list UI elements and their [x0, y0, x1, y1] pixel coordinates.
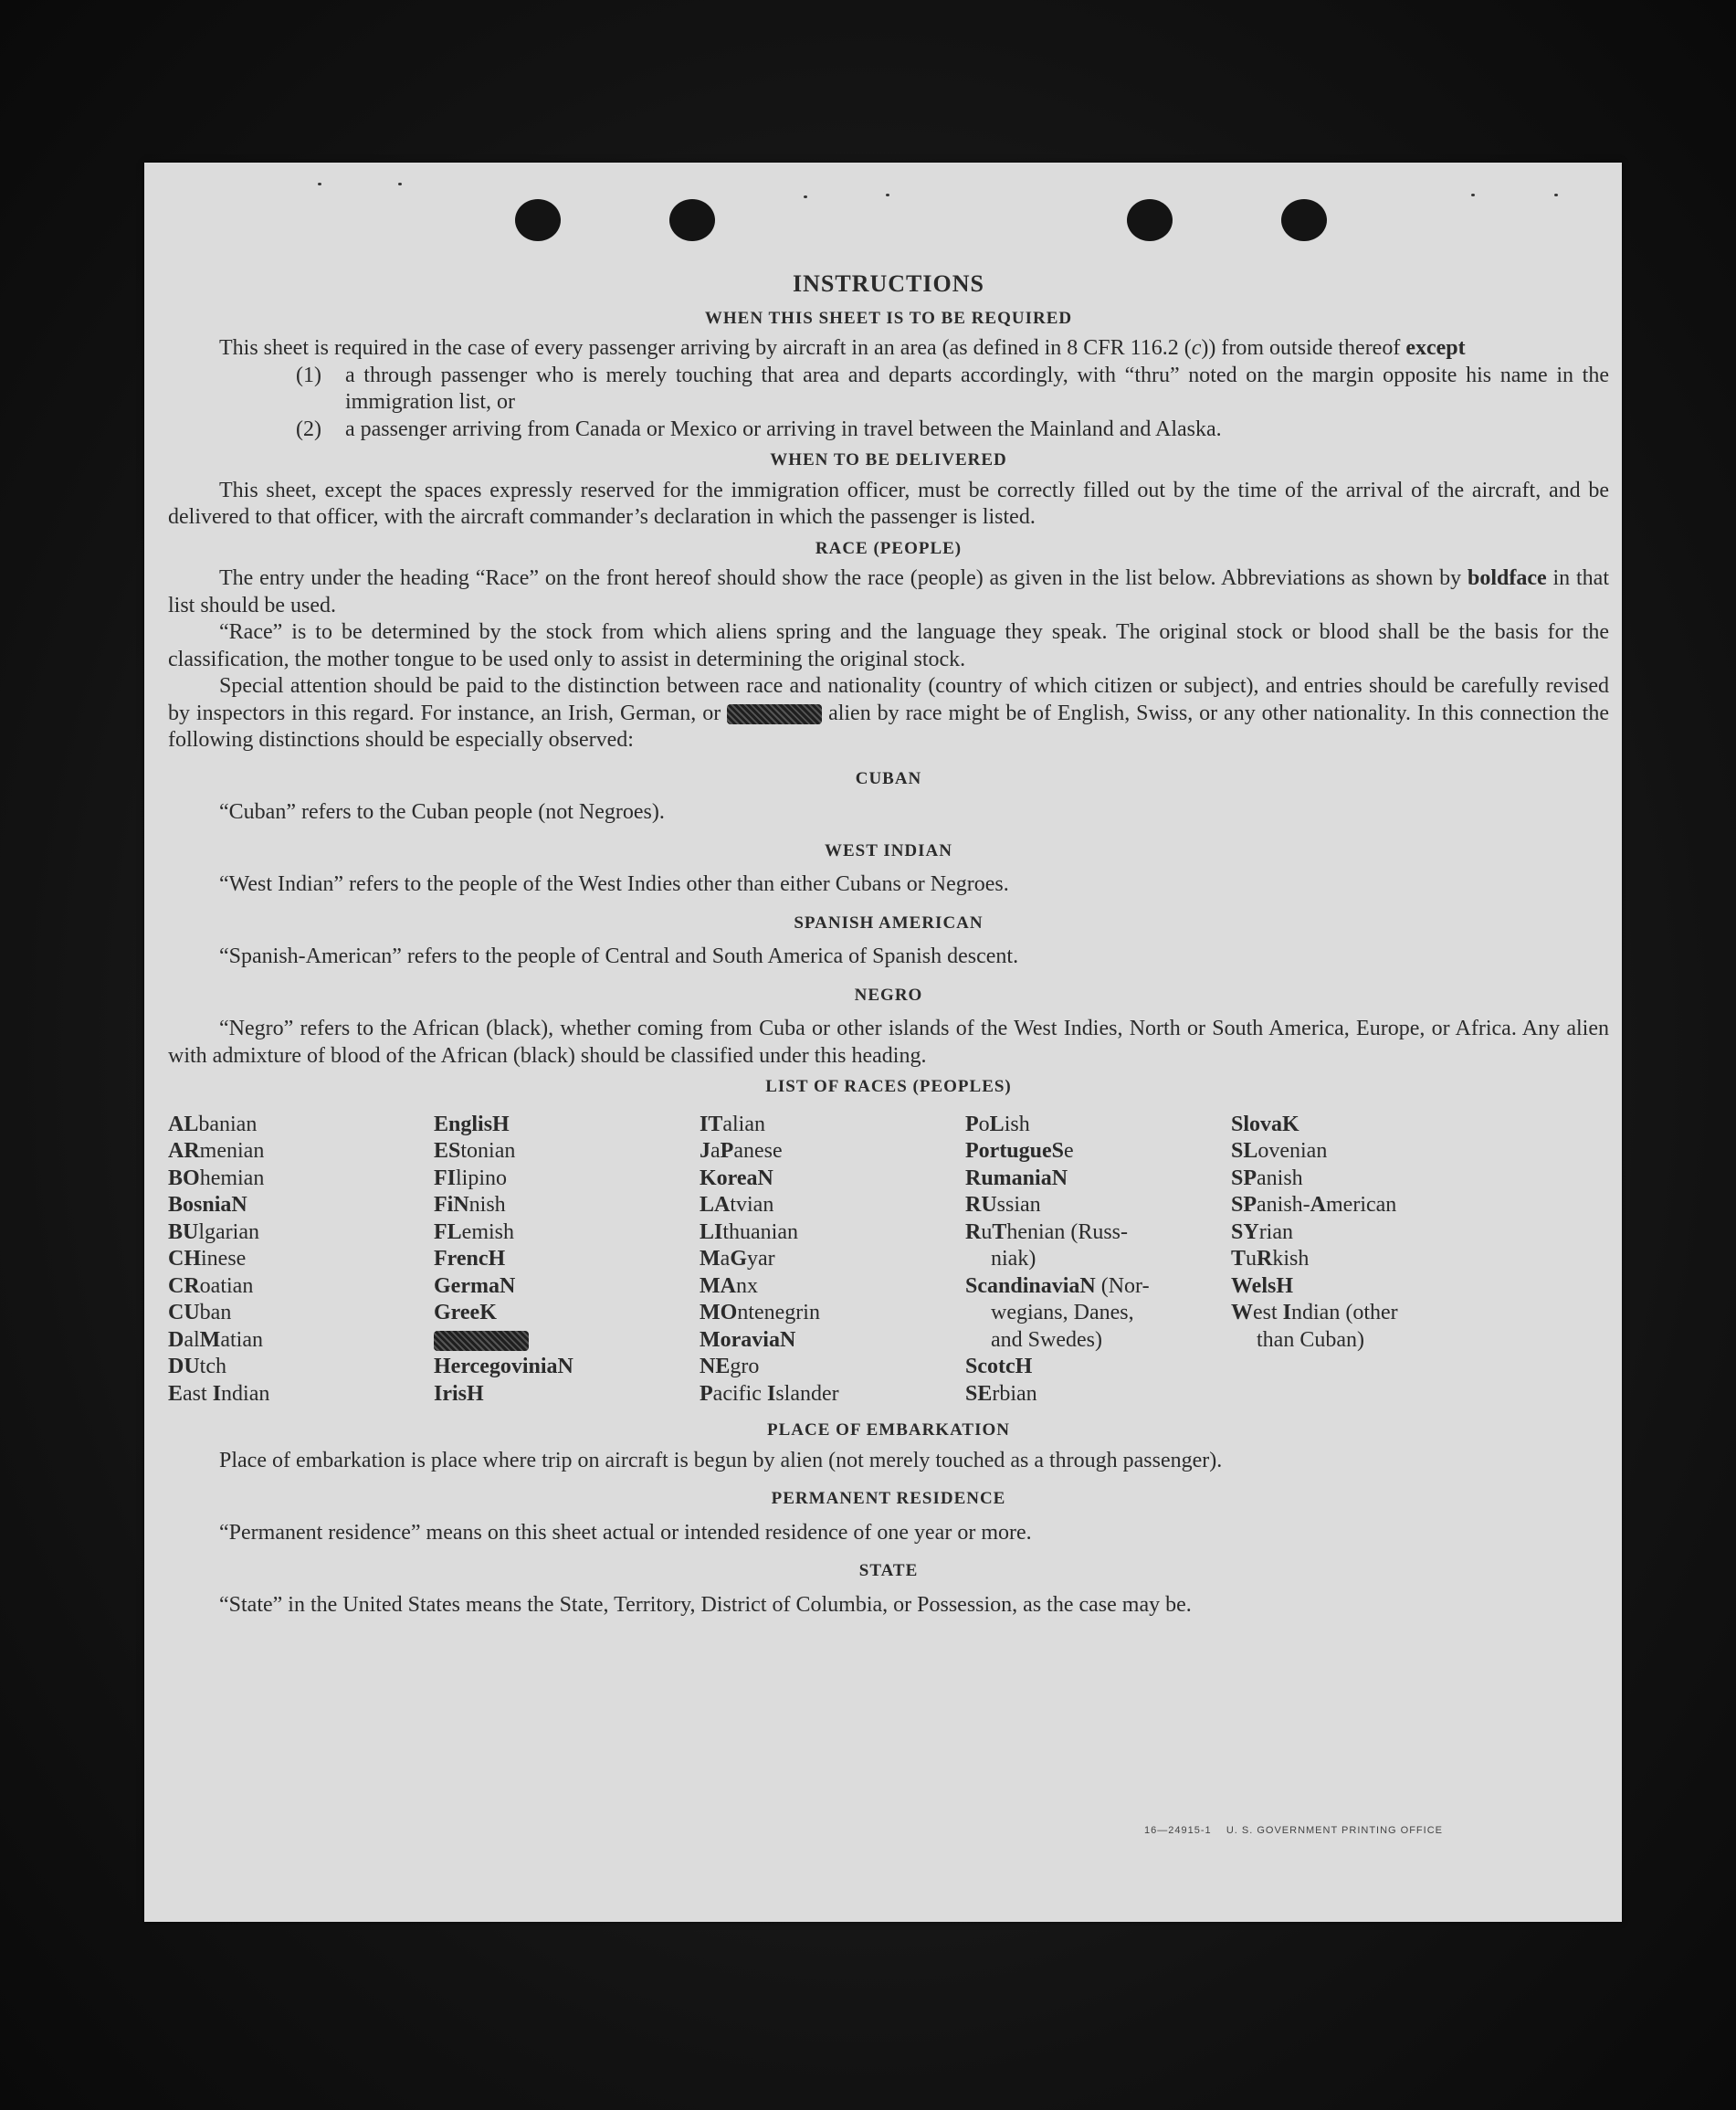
race-entry: DUtch	[168, 1355, 226, 1378]
race-entry: ALbanian	[168, 1112, 258, 1136]
page-title: INSTRUCTIONS	[793, 270, 984, 297]
race-entry: CUban	[168, 1301, 232, 1324]
document-sheet	[144, 163, 1622, 1922]
section-heading-embarkation: PLACE OF EMBARKATION	[767, 1420, 1010, 1440]
race-paragraph-2: “Race” is to be determined by the stock from which aliens spring and the language they speak. The original stock or blood shall be the basis for the classification, the mother tongue to be used only to assist in determining the original stock.	[168, 620, 1609, 671]
punch-hole-4	[1281, 199, 1327, 241]
section-heading-cuban: CUBAN	[855, 768, 922, 788]
race-entry: ARmenian	[168, 1139, 265, 1163]
embarkation-text: Place of embarkation is place where trip on aircraft is begun by alien (not merely touched as a through passenger).	[219, 1448, 1223, 1472]
delivered-text: This sheet, except the spaces expressly reserved for the immigration officer, must be correctly filled out by the time of the arrival of the aircraft, and be delivered to that officer, with the aircraft commander’s declaration in which the passenger is listed.	[168, 478, 1609, 529]
race-entry: BosniaN	[168, 1193, 247, 1217]
section-heading-required: WHEN THIS SHEET IS TO BE REQUIRED	[704, 308, 1073, 328]
race-entry: RuThenian (Russ-	[965, 1219, 1129, 1244]
race-entry: SlovaK	[1231, 1112, 1299, 1136]
instructions-content	[168, 270, 1609, 1619]
section-heading-west-indian: WEST INDIAN	[825, 840, 952, 860]
exception-item-2: (2) a passenger arriving from Canada or Mexico or arriving in travel between the Mainland and Alaska.	[296, 417, 1222, 441]
race-entry: EnglisH	[434, 1112, 510, 1136]
race-entry: BOhemian	[168, 1166, 265, 1190]
races-column-3	[700, 1112, 965, 1408]
section-heading-residence: PERMANENT RESIDENCE	[771, 1489, 1006, 1508]
race-entry: KoreaN	[700, 1166, 773, 1190]
race-entry: PoLish	[965, 1112, 1030, 1136]
race-entry: FLemish	[434, 1219, 514, 1244]
races-column-4	[965, 1112, 1231, 1408]
form-number: 16—24915-1 U. S. GOVERNMENT PRINTING OFFICE	[1144, 1825, 1443, 1836]
redaction-mark	[434, 1331, 529, 1351]
race-entry: and Swedes)	[991, 1327, 1102, 1352]
race-entry: JaPanese	[700, 1139, 783, 1163]
spanish-american-text: “Spanish-American” refers to the people of Central and South America of Spanish descent.	[219, 944, 1019, 968]
race-entry: FiNnish	[434, 1193, 506, 1217]
section-heading-state: STATE	[858, 1561, 919, 1580]
race-entry: IrisH	[434, 1381, 484, 1406]
race-paragraph-3: Special attention should be paid to the distinction between race and nationality (country of which citizen or subject), and entries should be carefully revised by inspectors in this regard. For instance, an Irish, German, or alien by race might be of English, Swiss, or any other nationality. In this connection the following distinctions should be especially observed:	[168, 674, 1609, 752]
section-heading-race: RACE (PEOPLE)	[815, 538, 963, 558]
race-entry: SYrian	[1231, 1219, 1293, 1244]
required-intro: This sheet is required in the case of every passenger arriving by aircraft in an area (as defined in 8 CFR 116.2 (c)) from outside thereof except	[219, 336, 1466, 360]
speck	[1554, 194, 1558, 196]
races-column-5	[1231, 1112, 1505, 1408]
race-entry: GermaN	[434, 1273, 516, 1298]
race-entry: MoraviaN	[700, 1327, 796, 1352]
state-text: “State” in the United States means the State, Territory, District of Columbia, or Possession, as the case may be.	[219, 1592, 1192, 1617]
exception-item-1: (1) a through passenger who is merely touching that area and departs accordingly, with “thru” noted on the margin opposite his name in the immigration list, or	[296, 363, 1609, 414]
race-entry: RUssian	[965, 1193, 1041, 1217]
speck	[804, 195, 807, 198]
speck	[1471, 194, 1475, 196]
race-entry: BUlgarian	[168, 1219, 259, 1244]
race-entry: wegians, Danes,	[991, 1301, 1134, 1324]
race-entry: ScotcH	[965, 1355, 1033, 1378]
race-entry: NEgro	[700, 1355, 760, 1378]
section-heading-races-list: LIST OF RACES (PEOPLES)	[765, 1077, 1012, 1096]
race-entry: LAtvian	[700, 1193, 774, 1217]
races-column-2	[434, 1112, 700, 1408]
race-entry: HercegoviniaN	[434, 1355, 573, 1378]
races-list	[168, 1112, 1609, 1408]
speck	[318, 183, 321, 185]
race-entry: ITalian	[700, 1112, 765, 1136]
section-heading-negro: NEGRO	[854, 985, 923, 1005]
race-entry: SLovenian	[1231, 1139, 1328, 1163]
race-entry: LIthuanian	[700, 1219, 798, 1244]
punch-hole-1	[515, 199, 561, 241]
speck	[886, 194, 889, 196]
west-indian-text: “West Indian” refers to the people of the West Indies other than either Cubans or Negroes.	[219, 872, 1009, 896]
race-entry: ScandinaviaN (Nor-	[965, 1273, 1150, 1298]
race-entry: PortugueSe	[965, 1139, 1074, 1163]
race-entry: West Indian (other	[1231, 1301, 1398, 1324]
race-entry: CRoatian	[168, 1273, 254, 1298]
section-heading-delivered: WHEN TO BE DELIVERED	[770, 450, 1007, 469]
race-paragraph-1: The entry under the heading “Race” on the front hereof should show the race (people) as given in the list below. Abbreviations as shown by boldface in that list should be used.	[168, 566, 1610, 617]
race-entry: DalMatian	[168, 1327, 263, 1352]
residence-text: “Permanent residence” means on this sheet actual or intended residence of one year or more.	[219, 1520, 1032, 1545]
race-entry: Pacific Islander	[700, 1381, 839, 1406]
race-entry: WelsH	[1231, 1273, 1294, 1298]
redaction-mark	[727, 704, 822, 724]
race-entry: MAnx	[700, 1273, 758, 1298]
races-column-1	[168, 1112, 434, 1408]
race-entry: EStonian	[434, 1139, 516, 1163]
race-entry: CHinese	[168, 1247, 247, 1271]
race-entry: East Indian	[168, 1381, 270, 1406]
punch-hole-3	[1127, 199, 1173, 241]
race-entry: SPanish	[1231, 1166, 1303, 1190]
race-entry: TuRkish	[1231, 1247, 1310, 1271]
race-entry: SErbian	[965, 1381, 1037, 1406]
speck	[398, 183, 402, 185]
section-heading-spanish-american: SPANISH AMERICAN	[794, 913, 984, 933]
race-entry: RumaniaN	[965, 1166, 1068, 1190]
punch-hole-2	[669, 199, 715, 241]
race-entry: MOntenegrin	[700, 1301, 820, 1324]
race-entry: SPanish-American	[1231, 1193, 1397, 1217]
race-entry: than Cuban)	[1257, 1327, 1364, 1352]
cuban-text: “Cuban” refers to the Cuban people (not Negroes).	[219, 800, 665, 824]
race-entry: MaGyar	[700, 1247, 775, 1271]
race-entry: FIlipino	[434, 1166, 508, 1190]
race-entry: GreeK	[434, 1301, 497, 1324]
race-entry: niak)	[991, 1247, 1036, 1271]
race-entry: FrencH	[434, 1247, 506, 1271]
race-entry	[434, 1327, 700, 1355]
negro-text: “Negro” refers to the African (black), whether coming from Cuba or other islands of the West Indies, North or South America, Europe, or Africa. Any alien with admixture of blood of the African (black) should be classified under this heading.	[168, 1017, 1609, 1068]
